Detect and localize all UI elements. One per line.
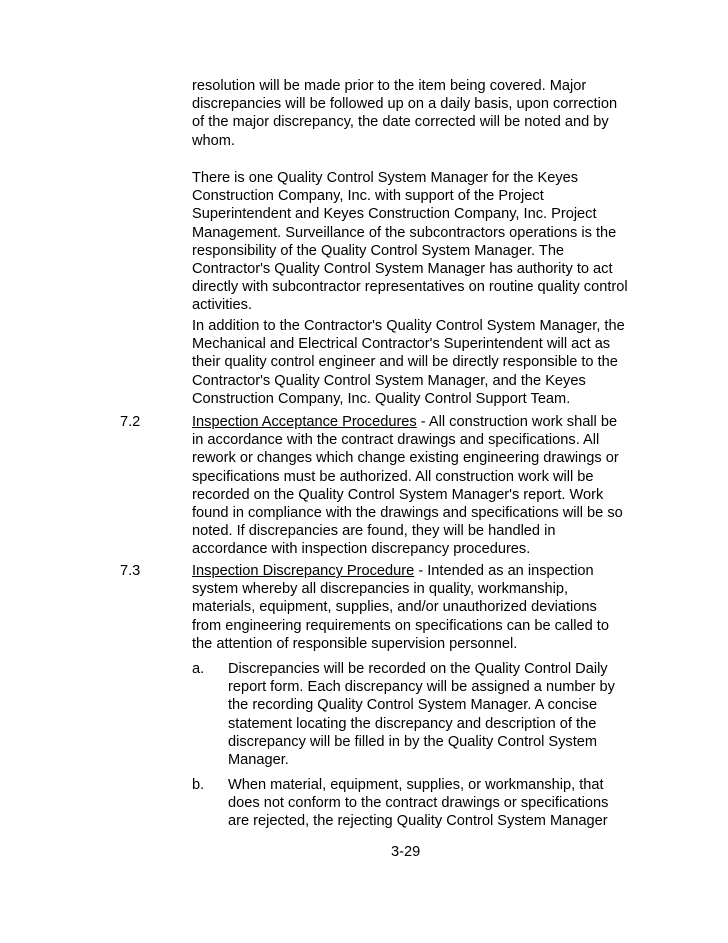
text-line: does not conform to the contract drawings or specifications bbox=[228, 795, 609, 812]
text-line: specifications must be authorized. All construction work will be bbox=[192, 468, 594, 485]
text-line: whom. bbox=[192, 132, 235, 149]
text-line: their quality control engineer and will be directly responsible to the bbox=[192, 354, 618, 371]
text-line: Superintendent and Keyes Construction Company, Inc. Project bbox=[192, 206, 597, 223]
text-line: the attention of responsible supervision personnel. bbox=[192, 635, 518, 652]
manager-paragraph bbox=[192, 169, 628, 315]
item-b-label: b. bbox=[192, 777, 205, 793]
continuation-paragraph bbox=[192, 77, 617, 150]
section-7-2-body bbox=[192, 413, 623, 559]
text-line: directly with subcontractor representatives on routine quality control bbox=[192, 279, 628, 296]
text-line: statement locating the discrepancy and description of the bbox=[228, 715, 597, 732]
text-line: discrepancies will be followed up on a daily basis, upon correction bbox=[192, 96, 618, 113]
text-line: are rejected, the rejecting Quality Control System Manager bbox=[228, 813, 608, 830]
text-line: Construction Company, Inc. with support of the Project bbox=[192, 188, 544, 205]
text-line: resolution will be made prior to the item being covered. Major bbox=[192, 78, 587, 94]
section-number-7-2: 7.2 bbox=[120, 414, 141, 430]
section-7-2-first-rest: - All construction work shall be bbox=[416, 414, 618, 430]
item-b-body bbox=[228, 776, 608, 831]
text-line: responsibility of the Quality Control System Manager. The bbox=[192, 242, 565, 259]
text-line: When material, equipment, supplies, or workmanship, that bbox=[228, 777, 604, 793]
text-line: In addition to the Contractor's Quality Control System Manager, the bbox=[192, 318, 625, 334]
text-line: in accordance with the contract drawings and specifications. All bbox=[192, 432, 600, 449]
text-line: report form. Each discrepancy will be assigned a number by bbox=[228, 679, 615, 696]
section-7-3-first-rest: - Intended as an inspection bbox=[414, 563, 594, 579]
text-line: Construction Company, Inc. Quality Control Support Team. bbox=[192, 390, 571, 407]
text-line: Discrepancies will be recorded on the Quality Control Daily bbox=[228, 661, 608, 677]
section-7-2-first-line bbox=[192, 413, 623, 431]
text-line: Management. Surveillance of the subcontractors operations is the bbox=[192, 224, 617, 241]
page-number: 3-29 bbox=[391, 844, 421, 860]
text-line: recorded on the Quality Control System Manager's report. Work bbox=[192, 486, 604, 503]
addition-paragraph bbox=[192, 317, 625, 408]
text-line: found in compliance with the drawings and specifications will be so bbox=[192, 505, 623, 522]
text-line: materials, equipment, supplies, and/or unauthorized deviations bbox=[192, 599, 597, 616]
item-a-body bbox=[228, 660, 615, 769]
section-7-2-title: Inspection Acceptance Procedures bbox=[192, 414, 417, 430]
section-7-3-body bbox=[192, 562, 609, 653]
text-line: noted. If discrepancies are found, they will be handled in bbox=[192, 523, 556, 540]
section-7-3-first-line bbox=[192, 562, 609, 580]
text-line: discrepancy will be filled in by the Quality Control System bbox=[228, 733, 598, 750]
text-line: system whereby all discrepancies in quality, workmanship, bbox=[192, 581, 569, 598]
section-number-7-3: 7.3 bbox=[120, 563, 141, 579]
item-a-label: a. bbox=[192, 661, 205, 677]
text-line: Mechanical and Electrical Contractor's Superintendent will act as bbox=[192, 336, 611, 353]
text-line: Contractor's Quality Control System Manager has authority to act bbox=[192, 261, 613, 278]
text-line: activities. bbox=[192, 297, 253, 314]
text-line: accordance with inspection discrepancy procedures. bbox=[192, 541, 531, 558]
text-line: of the major discrepancy, the date corrected will be noted and by bbox=[192, 114, 609, 131]
text-line: There is one Quality Control System Manager for the Keyes bbox=[192, 170, 579, 186]
text-line: rework or changes which change existing engineering drawings or bbox=[192, 450, 619, 467]
text-line: from engineering requirements on specifications can be called to bbox=[192, 617, 609, 634]
text-line: Contractor's Quality Control System Manager, and the Keyes bbox=[192, 372, 586, 389]
text-line: the recording Quality Control System Manager. A concise bbox=[228, 697, 598, 714]
text-line: Manager. bbox=[228, 752, 289, 769]
section-7-3-title: Inspection Discrepancy Procedure bbox=[192, 563, 415, 579]
